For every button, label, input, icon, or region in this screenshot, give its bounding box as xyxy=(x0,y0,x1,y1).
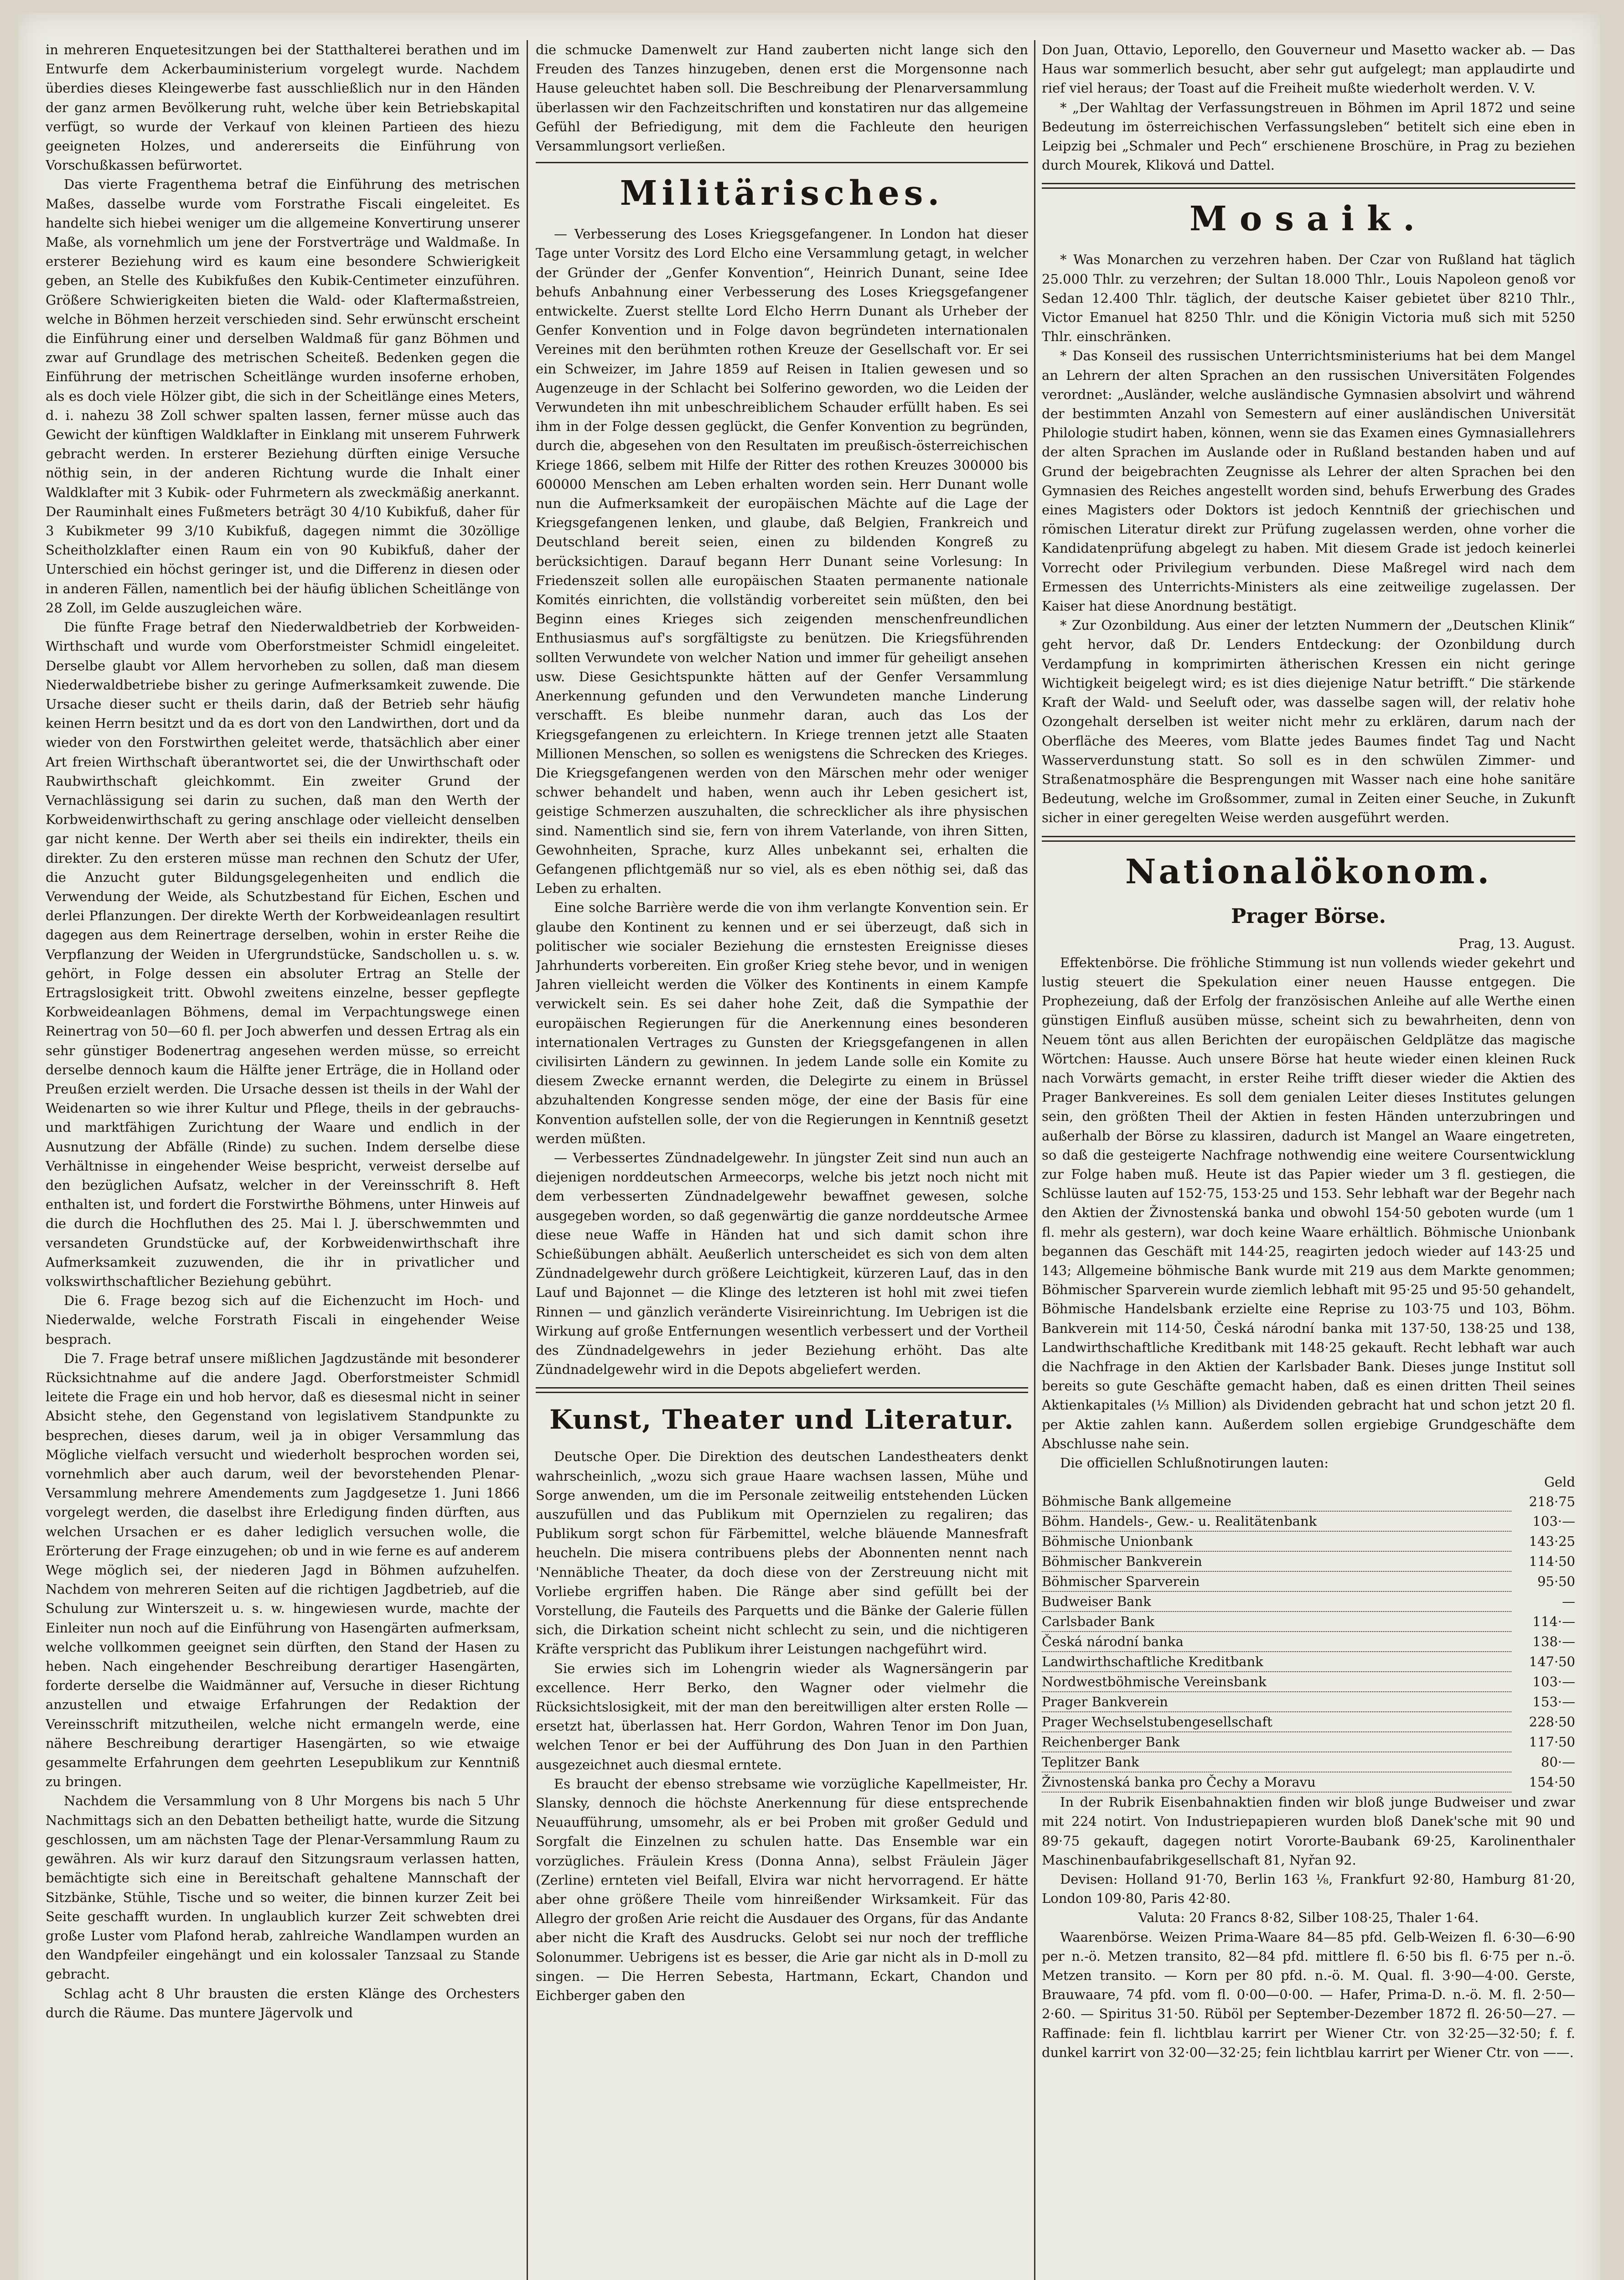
section-title-nationaloekonom: Nationalökonom. xyxy=(1125,852,1492,891)
table-row: Böhmischer Sparverein 95·50 xyxy=(1042,1571,1575,1591)
paragraph: Die fünfte Frage betraf den Niederwaldbetrieb der Korbweiden-Wirthschaft und wurde vom Oberforstmeister Schmidl eingeleitet. Derselbe glaubt vor Allem hervorheben zu sollen, daß man diesem Niederwaldbetriebe bisher zu geringe Aufmerksamkeit zuwende. Die Ursache dieser sucht er theils darin, daß der Betrieb sehr häufig keinen Herrn besitzt und da es dort von den Landwirthen, dort und da wieder von den Forstwirthen geleitet werde, thatsächlich aber einer Art freien Wirthschaft überantwortet sei, die der Unwirthschaft oder Raubwirthschaft gleichkommt. Ein zweiter Grund der Vernachlässigung sei darin zu suchen, daß man den Werth der Korbweidenwirthschaft zu gering anschlage oder vielleicht denselben gar nicht kenne. Der Werth aber sei theils ein indirekter, theils ein direkter. Zu den ersteren müsse man rechnen den Schutz der Ufer, die Anzucht guter Bildungsgelegenheiten und endlich die Verwendung der Weide, als Schutzbestand für Eichen, Eschen und derlei Pflanzungen. Der direkte Werth der Korbweideanlagen resultirt dagegen aus dem Reinertrage derselben, wohin in erster Reihe die Verpflanzung der Weiden in Ufergrundstücke, Sandschollen u. s. w. gehört, in Folge dessen ein absoluter Ertrag an Stelle der Ertragslosigkeit tritt. Obwohl zweitens einzelne, besser gepflegte Korbweideanlagen Böhmens, demal im Verpachtungswege einen Reinertrag von 50—60 fl. per Joch abwerfen und dessen Ertrag als ein sehr günstiger Bodenertrag angesehen werden müsse, so erreicht derselbe dennoch kaum die Hälfte jener Erträge, die in Holland oder Preußen erzielt werden. Die Ursache dessen ist theils in der Wahl der Weidenarten so wie ihrer Kultur und Pflege, theils in der gebrauchs- und marktfähigen Zurichtung der Waare und endlich in der Ausnutzung der Abfälle (Rinde) zu suchen. Indem derselbe diese Verhältnisse in eingehender Weise bespricht, verweist derselbe auf den bezüglichen Aufsatz, welcher in der Vereinsschrift 8. Heft enthalten ist, und fordert die Forstwirthe Böhmens, unter Hinweis auf die durch die Hochfluthen des 25. Mai l. J. überschwemmten und versandeten Grundstücke auf, der Korbweidenwirthschaft ihre Aufmerksamkeit zuzuwenden, die ihr in privatlicher und volkswirthschaftlicher Beziehung gebührt. xyxy=(46,619,520,1289)
article-paragraph: — Verbesserung des Loses Kriegsgefangener. In London hat dieser Tage unter Vorsitz des Lord Elcho eine Versammlung getagt, in welcher der Gründer der „Genfer Konvention“, Heinrich Dunant, seine Idee behufs Anbahnung einer Verbesserung des Loses Kriegsgefangener entwickelte. Zuerst stellte Lord Elcho Herrn Dunant als Urheber der Genfer Konvention und in Folge davon begründeten internationalen Vereines mit den berühmten rothen Kreuze der Gesellschaft vor. Er sei ein Schweizer, im Jahre 1859 auf Reisen in Italien gewesen und so Augenzeuge in der Schlacht bei Solferino geworden, wo die Leiden der Verwundeten ihn mit unbeschreiblichem Schauder erfüllt haben. Es sei ihm in der Folge dessen geglückt, die Genfer Konvention zu begründen, durch die, abgesehen von den Resultaten im preußisch-österreichischen Kriege 1866, selbem mit Hilfe der Ritter des rothen Kreuzes 300000 bis 600000 Menschen am Leben erhalten worden sein. Herr Dunant wolle nun die Aufmerksamkeit der europäischen Mächte auf die Lage der Kriegsgefangenen lenken, und glaube, daß Belgien, Frankreich und Deutschland bereit seien, einen zu bildenden Kongreß zu berücksichtigen. Darauf begann Herr Dunant seine Vorlesung: In Friedenszeit sollen alle europäischen Staaten permanente nationale Komités einrichten, die vollständig vorbereitet sein müßten, den bei Beginn eines Krieges sich zeigenden menschenfreundlichen Enthusiasmus auf's sorgfältigste zu benützen. Die Kriegsführenden sollten Verwundete von welcher Nation und immer für geheiligt ansehen usw. Diese Gesichtspunkte hätten auf der Genfer Versammlung Anerkennung gefunden und den Verwundeten manche Linderung verschafft. Es bleibe nunmehr daran, auch das Los der Kriegsgefangenen zu erleichtern. In Kriege trennen jetzt alle Staaten Millionen Menschen, so sollen es wenigstens die Schrecken des Krieges. Die Kriegsgefangenen werden von den Märschen mehr oder weniger schwer behandelt und haben, wenn auch ihr Leben gesichert ist, geistige Schmerzen auszuhalten, die schrecklicher als ihre physischen sind. Namentlich sind sie, fern von ihrem Vaterlande, von ihren Sitten, Gewohnheiten, Sprache, kurz Alles unbekannt sei, erhalten die Gefangenen pflichtgemäß nur so viel, als es eben nöthig sei, daß das Leben zu erhalten. xyxy=(536,226,1028,896)
column-rule xyxy=(1034,40,1035,2280)
article-paragraph: Waarenbörse. Weizen Prima-Waare 84—85 pfd. Gelb-Weizen fl. 6·30—6·90 per n.-ö. Metzen transito, 82—84 pfd. mittlere fl. 6·50 bis fl. 6·75 per n.-ö. Metzen transito. — Korn per 80 pfd. n.-ö. M. Qual. fl. 3·90—4·00. Gerste, Brauwaare, 74 pfd. vom fl. 0·00—0·00. — Hafer, Prima-D. n.-ö. M. fl. 2·50—2·60. — Spiritus 31·50. Rüböl per September-Dezember 1872 fl. 26·50—27. — Raffinade: fein fl. lichtblau karrirt per Wiener Ctr. von 32·25—32·50; f. f. dunkel karrirt von 32·00—32·25; fein lichtblau karrirt per Wiener Ctr. von ——. xyxy=(1042,1929,1575,2060)
article-paragraph: Eine solche Barrière werde die von ihm verlangte Konvention sein. Er glaube den Kontinent zu kennen und er sei überzeugt, daß sich in politischer wie socialer Beziehung die ernstesten Ereignisse dieses Jahrhunderts vorbereiten. Ein großer Krieg stehe bevor, und in wenigen Jahren vielleicht werden die Völker des Kontinents in einem Kampfe verwickelt sein. Es sei daher hohe Zeit, daß die Sympathie der europäischen Regierungen für die Anerkennung eines besonderen internationalen Vertrages zu Gunsten der Kriegsgefangenen in allen civilisirten Ländern zu gewinnen. In jedem Lande solle ein Komite zu diesem Zwecke ernannt werden, die Delegirte zu einem in Brüssel abzuhaltenden Kongresse senden möge, der eine der Basis für eine Konvention aufstellen solle, der von die Regierungen in Kenntniß gesetzt werden müßten. xyxy=(536,900,1028,1146)
table-row: Reichenberger Bank 117·50 xyxy=(1042,1732,1575,1752)
paragraph: die schmucke Damenwelt zur Hand zauberten nicht lange sich den Freuden des Tanzes hinzugeben, denen erst die Morgensonne nach Hause geleuchtet haben soll. Die Beschreibung der Plenarversammlung überlassen wir den Fachzeitschriften und konstatiren nur das allgemeine Gefühl der Befriedigung, mit dem die Fachleute den heurigen Versammlungsort verließen. xyxy=(536,42,1028,154)
article-paragraph: Valuta: 20 Francs 8·82, Silber 108·25, Thaler 1·64. xyxy=(1138,1910,1479,1926)
divider xyxy=(1042,183,1575,189)
column-left xyxy=(46,40,520,2280)
paragraph: Nachdem die Versammlung von 8 Uhr Morgens bis nach 5 Uhr Nachmittags sich an den Debatten betheiligt hatte, wurde die Sitzung geschlossen, um am nächsten Tage der Plenar-Versammlung Raum zu gewähren. Als wir kurz darauf den Sitzungsraum verlassen hatten, bemächtigte sich eine in Bereitschaft gehaltene Mannschaft der Sitzbänke, Stühle, Tische und so weiter, die binnen kurzer Zeit bei Seite geschafft wurden. In unglaublich kurzer Zeit schwebten drei große Luster vom Plafond herab, zahlreiche Wandlampen wurden an den Wandpfeiler eingehängt und ein kolossaler Tanzsaal zu Stande gebracht. xyxy=(46,1793,520,1982)
paragraph: Schlag acht 8 Uhr brausten die ersten Klänge des Orchesters durch die Räume. Das muntere Jägervolk und xyxy=(46,1985,520,2021)
paragraph: * „Der Wahltag der Verfassungstreuen in Böhmen im April 1872 und seine Bedeutung im österreichischen Verfassungsleben“ betitelt sich eine eben in Leipzig bei „Schmaler und Pech“ erschienene Broschüre, in Prag zu beziehen durch Mourek, Kliková und Dattel. xyxy=(1042,99,1575,173)
article-paragraph: Es braucht der ebenso strebsame wie vorzügliche Kapellmeister, Hr. Slansky, dennoch die höchste Anerkennung für diese entsprechende Neuaufführung, umsomehr, als er bei Proben mit großer Geduld und Sorgfalt die Einzelnen zu schulen hatte. Das Ensemble war ein vorzügliches. Fräulein Kress (Donna Anna), selbst Fräulein Jäger (Zerline) ernteten viel Beifall, Elvira war nicht hervorragend. Er hätte aber ohne größere Theile vom hinreißender Wirksamkeit. Für das Allegro der großen Arie reicht die Ausdauer des Organs, für das Andante aber nicht die Kraft des Ausdrucks. Gelobt sei nur noch der treffliche Solonummer. Uebrigens ist es besser, die Arie gar nicht als in D-moll zu singen. — Die Herren Sebesta, Hartmann, Eckart, Chandon und Eichberger gaben den xyxy=(536,1776,1028,2004)
dateline: Prag, 13. August. xyxy=(1458,935,1575,951)
section-title-military: Militärisches. xyxy=(620,174,944,213)
article-paragraph: * Das Konseil des russischen Unterrichtsministeriums hat bei dem Mangel an Lehrern der alten Sprachen an den russischen Universitäten Folgendes verordnet: „Ausländer, welche ausländische Gymnasien absolvirt und während der bestimmten Anzahl von Semestern auf einer ausländischen Universität Philologie studirt haben, können, wenn sie das Examen eines Gymnasiallehrers der alten Sprachen im Auslande oder in Rußland bestanden haben und auf Grund der beigebrachten Zeugnisse als Lehrer der alten Sprachen bei den Gymnasien des Reiches angestellt worden sind, behufs Erwerbung des Grades eines Magisters oder Doktors ist jedoch Kenntniß der griechischen und römischen Literatur direkt zur Prüfung zugelassen werden, ohne vorher die Kandidatenprüfung abgelegt zu haben. Mit diesem Grade ist jedoch keinerlei Vorrecht oder Privilegium verbunden. Diese Maßregel wird nach dem Ermessen des Unterrichts-Ministers als eine zeitweilige zugelassen. Der Kaiser hat diese Anordnung bestätigt. xyxy=(1042,348,1575,614)
article-paragraph: Deutsche Oper. Die Direktion des deutschen Landestheaters denkt wahrscheinlich, „wozu sich graue Haare wachsen lassen, Mühe und Sorge anwenden, um die im Personale zeitweilig entstehenden Lücken auszufüllen und das Publikum mit Opernzielen zu regaliren; das Publikum sorgt schon für Färbemittel, welche bläuende Mannesfraft heucheln. Die misera contribuens plebs der Abonnenten nennt nach 'Nennäbliche Theater, da doch diese von der Zerstreuung nicht mit Vorliebe ergriffen haben. Die Ränge aber sind gefüllt bei der Vorstellung, die Fauteils des Parquetts und die Bänke der Galerie füllen sich, die Dirkation scheint nicht schlecht zu sein, und die nichtigeren Kräfte verspricht das Publikum ihrer Leistungen nachgeführt wird. xyxy=(536,1449,1028,1657)
paragraph: Don Juan, Ottavio, Leporello, den Gouverneur und Masetto wacker ab. — Das Haus war sommerlich besucht, aber sehr gut aufgelegt; man applaudirte und rief viel heraus; der Toast auf die Freiheit mußte wiederholt werden. V. V. xyxy=(1042,42,1575,96)
article-paragraph: In der Rubrik Eisenbahnaktien finden wir bloß junge Budweiser und zwar mit 224 notirt. Von Industriepapieren wurden bloß Danek'sche mit 90 und 89·75 gekauft, dagegen notirt Vororte-Baubank 69·25, Karolinenthaler Maschinenbaufabrikgesellschaft 81, Nyřan 92. xyxy=(1042,1794,1575,1868)
table-row: Teplitzer Bank 80·— xyxy=(1042,1752,1575,1772)
paragraph: Die 7. Frage betraf unsere mißlichen Jagdzustände mit besonderer Rücksichtnahme auf die andere Jagd. Oberforstmeister Schmidl leitete die Frage ein und hob hervor, daß es diesesmal nicht in seiner Absicht stehe, den Gegenstand von legislativem Standpunkte zu besprechen, dieses darum, weil ja in obiger Versammlung das Mögliche vielfach versucht und wiederholt besprochen worden sei, vornehmlich aber auch darum, weil der bevorstehenden Plenar-Versammlung mehrere Amendements zum Jagdgesetze 1. Juni 1866 vorgelegt werden, die daselbst ihre Erledigung finden dürften, aus welchen Ursachen er es daher lediglich versuchen wolle, die Erörterung der Frage einzugehen; ob und in wie ferne es auf anderem Wege möglich sei, der niederen Jagd in Böhmen aufzuhelfen. Nachdem von mehreren Seiten auf die richtigen Jagdbetrieb, auf die Schulung zur Winterszeit u. s. w. hingewiesen wurde, machte der Einleiter nun noch auf die Einführung von Hasengärten aufmerksam, welche vollkommen geeignet sein dürften, den Stand der Hasen zu heben. Nach eingehender Beschreibung derartiger Hasengärten, forderte derselbe die Waidmänner auf, Versuche in dieser Richtung anzustellen und etwaige Erfahrungen der Redaktion der Vereinsschrift mitzutheilen, welche nicht ermangeln werde, eine nähere Beschreibung derartiger Hasengärten, so wie etwaige gesammelte Erfahrungen dem geehrten Lesepublikum zur Kenntniß zu bringen. xyxy=(46,1350,520,1790)
article-paragraph: — Verbessertes Zündnadelgewehr. In jüngster Zeit sind nun auch an diejenigen norddeutschen Armeecorps, welche bis jetzt noch nicht mit dem verbesserten Zündnadelgewehr bewaffnet gewesen, solche ausgegeben worden, so daß gegenwärtig die ganze norddeutsche Armee diese neue Waffe in Händen hat und sich damit schon ihre Schießübungen abhält. Aeußerlich unterscheidet es sich von dem alten Zündnadelgewehr durch größere Leichtigkeit, kürzeren Lauf, das in den Lauf und Bajonnet — die Klinge des letzteren ist hohl mit zwei tiefen Rinnen — und gänzlich veränderte Visireinrichtung. Im Uebrigen ist die Wirkung auf große Entfernungen wesentlich verbessert und der Vortheil des Zündnadelgewehrs in jeder Beziehung erhöht. Das alte Zündnadelgewehr wird in die Depots abgeliefert werden. xyxy=(536,1150,1028,1378)
article-paragraph: * Was Monarchen zu verzehren haben. Der Czar von Rußland hat täglich 25.000 Thlr. zu verzehren; der Sultan 18.000 Thlr., Louis Napoleon genoß vor Sedan 12.400 Thlr. täglich, der deutsche Kaiser gebietet über 8210 Thlr., Victor Emanuel hat 8250 Thlr. und die Königin Victoria muß sich mit 5250 Thlr. einschränken. xyxy=(1042,252,1575,345)
table-row: Živnostenská banka pro Čechy a Moravu 154·50 xyxy=(1042,1772,1575,1792)
paragraph: Das vierte Fragenthema betraf die Einführung des metrischen Maßes, dasselbe wurde vom Forstrathe Fiscali eingeleitet. Es handelte sich hiebei weniger um die allgemeine Konvertirung unserer Maße, als vornehmlich um jene der Forstverträge und Waldmaße. In ersterer Beziehung wird es kaum eine besondere Schwierigkeit geben, an Stelle des Kubikfußes den Kubik-Centimeter einzuführen. Größere Schwierigkeiten bieten die Wald- oder Klaftermaßstreien, welche in Böhmen herzeit verschieden sind. Sehr erwünscht erscheint die Einführung einer und derselben Waldmaß für ganz Böhmen und zwar auf Grundlage des metrischen Scheiteß. Bedenken gegen die Einführung der metrischen Scheitlänge wurden insoferne erhoben, als es doch viele Hölzer gibt, die sich in der Scheitlänge eines Meters, d. i. nahezu 38 Zoll schwer spalten lassen, ferner müsse auch das Gewicht der künftigen Waldklafter in Einklang mit unserem Fuhrwerk gebracht werden. In ersterer Beziehung dürften einige Versuche nöthig sein, in der anderen Richtung wurde die Inhalt einer Waldklafter mit 3 Kubik- oder Fuhrmetern als zweckmäßig anerkannt. Der Rauminhalt eines Fußmeters beträgt 30 4/10 Kubikfuß, daher für 3 Kubikmeter 99 3/10 Kubikfuß, dagegen nimmt die 30zöllige Scheitholzklafter einen Raum ein von 90 Kubikfuß, daher der Unterschied ein höchst geringer ist, und die Differenz in diesen oder in anderen Fällen, namentlich bei der häufig üblichen Scheitlänge von 28 Zoll, im Gelde auszugleichen wäre. xyxy=(46,176,520,616)
table-row: Nordwestböhmische Vereinsbank 103·— xyxy=(1042,1672,1575,1692)
column-middle xyxy=(536,40,1028,2280)
divider xyxy=(1042,836,1575,842)
article-paragraph: Effektenbörse. Die fröhliche Stimmung ist nun vollends wieder gekehrt und lustig steuert die Spekulation einer neuen Hausse entgegen. Die Prophezeiung, daß der Erfolg der französischen Anleihe auf alle Werthe einen günstigen Einfluß ausüben müsse, scheint sich zu bewahrheiten, denn von Neuem tönt aus allen Berichten der europäischen Geldplätze das magische Wörtchen: Hausse. Auch unsere Börse hat heute wieder einen kleinen Ruck nach Vorwärts gemacht, in erster Reihe trifft dieser wieder die Aktien des Prager Bankvereines. Es soll dem genialen Leiter dieses Institutes gelungen sein, den größten Theil der Aktien in festen Händen unterzubringen und außerhalb der Börse zu klassiren, dadurch ist Mangel an Waare eingetreten, so daß die gesteigerte Nachfrage nothwendig eine weitere Coursentwicklung zur Folge haben muß. Heute ist das Papier wieder um 3 fl. gestiegen, die Schlüsse lauten auf 152·75, 153·25 und 153. Sehr lebhaft war der Begehr nach den Aktien der Živnostenská banka und obwohl 154·50 geboten wurde (um 1 fl. mehr als gestern), war doch keine Waare erhältlich. Böhmische Unionbank begannen das Geschäft mit 144·25, reagirten jedoch wieder auf 143·25 und 143; Allgemeine böhmische Bank wurde mit 219 aus dem Markte genommen; Böhmischer Sparverein wurde ziemlich lebhaft mit 95·25 und 95·50 gehandelt, Böhmische Handelsbank erzielte eine Reprise zu 103·75 und 103, Böhm. Bankverein mit 114·50, Česká národní banka mit 137·50, 138·25 und 138, Landwirthschaftliche Kreditbank mit 148·25 gekauft. Recht lebhaft war auch die Nachfrage in den Aktien der Karlsbader Bank. Dieses junge Institut soll bereits so gute Geschäfte gemacht haben, daß es einen dritten Theil seines Aktienkapitales (⅓ Million) als Dividenden gebracht hat und schon jetzt 20 fl. per Aktie zahlen kann. Außerdem sollen ergiebige Grundgeschäfte dem Abschlusse nahe sein. xyxy=(1042,954,1575,1451)
subsection-title: Prager Börse. xyxy=(1231,904,1386,928)
section-title-kunst: Kunst, Theater und Literatur. xyxy=(549,1404,1014,1435)
table-row: Česká národní banka 138·— xyxy=(1042,1632,1575,1652)
table-row: Prager Wechselstubengesellschaft 228·50 xyxy=(1042,1712,1575,1732)
article-paragraph: Die officiellen Schlußnotirungen lauten: xyxy=(1060,1455,1329,1471)
paragraph: Die 6. Frage bezog sich auf die Eichenzucht im Hoch- und Niederwalde, welche Forstrath Fiscali in eingehender Weise besprach. xyxy=(46,1293,520,1347)
table-row: Böhmischer Bankverein 114·50 xyxy=(1042,1551,1575,1571)
divider xyxy=(536,1387,1028,1393)
article-paragraph: Sie erwies sich im Lohengrin wieder als Wagnersängerin par excellence. Herr Berko, den Wagner oder vielmehr die Rücksichtslosigkeit, mit der man den bereitwilligen alter ersten Rolle — ersetzt hat, überlassen hat. Herr Gordon, Wahren Tenor im Don Juan, welchen Tenor er bei der Aufführung des Don Juan in den Parthien ausgezeichnet auch diesmal erntete. xyxy=(536,1660,1028,1772)
article-paragraph: Devisen: Holland 91·70, Berlin 163 ⅛, Frankfurt 92·80, Hamburg 81·20, London 109·80, Paris 42·80. xyxy=(1042,1871,1575,1907)
article-paragraph: * Zur Ozonbildung. Aus einer der letzten Nummern der „Deutschen Klinik“ geht hervor, daß Dr. Lenders Entdeckung: der Ozonbildung durch Verdampfung in komprimirten ätherischen Kressen ein nicht geringe Wichtigkeit beigelegt wird; es ist dies diejenige Natur betrifft.“ Die stärkende Kraft der Wald- und Seeluft oder, was dasselbe sagen will, der relativ hohe Ozongehalt derselben ist weiter nicht mehr zu erklären, darum nach der Oberfläche des Meeres, vom Blatte jedes Baumes findet Tag und Nacht Wasserverdunstung statt. So soll es in den schwülen Zimmer- und Straßenatmosphäre die Besprengungen mit Wasser nach eine hohe sanitäre Bedeutung, welche im Großsommer, zumal in Zeiten einer Seuche, in Zukunft sicher in einer geregelten Weise werden ausgeführt werden. xyxy=(1042,617,1575,826)
column-rule xyxy=(527,40,528,2280)
divider xyxy=(536,162,1028,163)
table-row: Böhmische Bank allgemeine 218·75 xyxy=(1042,1492,1575,1511)
table-row: Budweiser Bank — xyxy=(1042,1591,1575,1612)
table-row: Landwirthschaftliche Kreditbank 147·50 xyxy=(1042,1652,1575,1672)
column-right xyxy=(1042,40,1575,2280)
newspaper-page xyxy=(18,13,1600,2280)
stock-table xyxy=(1042,1472,1575,1793)
section-title-mosaik: Mosaik. xyxy=(1189,199,1428,239)
table-row: Böhmische Unionbank 143·25 xyxy=(1042,1531,1575,1551)
table-row: Böhm. Handels-, Gew.- u. Realitätenbank 103·— xyxy=(1042,1511,1575,1531)
table-row: Prager Bankverein 153·— xyxy=(1042,1692,1575,1712)
table-header: Geld xyxy=(1544,1474,1575,1490)
table-row: Carlsbader Bank 114·— xyxy=(1042,1612,1575,1632)
paragraph: in mehreren Enquetesitzungen bei der Statthalterei berathen und im Entwurfe dem Ackerbauministerium vorgelegt wurde. Nachdem überdies dieses Kleingewerbe fast ausschließlich nur in den Händen der ganz armen Bevölkerung ruht, welche über kein Betriebskapital verfügt, so wurde der Verkauf von kleinen Partieen des hiezu geeigneten Holzes, und andererseits die Einführung von Vorschußkassen befürwortet. xyxy=(46,42,520,173)
